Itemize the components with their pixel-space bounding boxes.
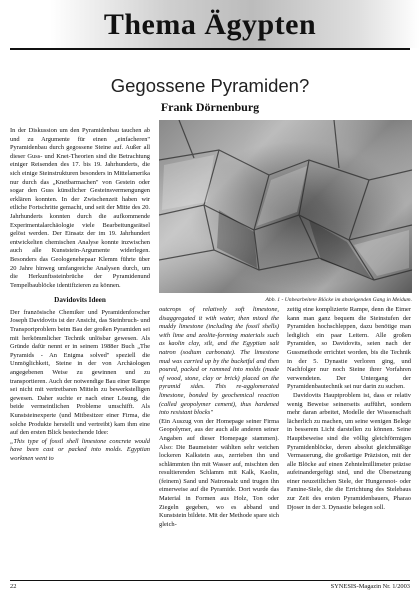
photo-caption: Abb. 1 - Unbearbeitete Blöcke im absteigenden Gang in Meidum. xyxy=(265,297,412,303)
paragraph: zeitig eine komplizierte Rampe, denn die Eimer kann man ganz bequem die Steinstufen der Pyramiden hochschleppen, dazu benötige man lediglich ein paar Leitern. Alle großen Pyramiden, so Davidovits, seien nach der Gussmethode errichtet worden, bis die Technik in der 5. Dynastie verloren ging, und Nachfolger nur noch Steine ihrer Vorfahren verwendeten. Der Untergang der Pyramidenbautechnik sei nur darin zu suchen. xyxy=(287,306,411,391)
magazine-issue: SYNESIS-Magazin Nr. 1/2003 xyxy=(330,583,410,590)
header-rule xyxy=(10,48,410,50)
article-title: Gegossene Pyramiden? xyxy=(110,75,310,96)
paragraph: In der Diskussion um den Pyramidenbau tauchen ab und zu Argumente für einen „einfacheren" Pyramidenbau durch gegossene Steine auf. Außer all dieser Guss- und Knet-Theorien sind die Betrachtung einiger Reisenden des 17. bis 19. Jahrhunderts, die sich einige Steinstrukturen besonders in Mittelamerika nur durch das „Knetbarmachen" von Gestein oder sogar den Guss künstlicher Gesteinsvermengungen erklären konnten. In der Zwischenzeit haben wir etliche Fortschritte gemacht, und seit der Mitte des 20. Jahrhunderts konnten durch die aufkommende Experimentalarchäologie viele Bearbeitungsrätsel gelöst werden. Der Einsatz der im 19. Jahrhundert entwickelten chemischen Analyse konnte inzwischen auch alle Kunststein-Argumente widerlegen. Besonders das Geologenehepaar Klemm führte über 20 Jahre hinweg umfangreiche Analysen durch, um die Herkunftssteinbrüche der Pyramidenund Tempelbaublöcke identifizieren zu können. xyxy=(10,127,150,289)
paragraph: Davidovits Hauptproblem ist, dass er relativ wenig Beweise seinerseits aufführt, sondern mehr daran arbeitet, Modelle der Wissenschaft lächerlich zu machen, um seine wenigen Belege in besserem Licht darstellen zu können. Seine Hauptbeweise sind die völlig gleichförmigen Pyramidenblöcke, deren absolut gleichmäßige Vermauerung, die großartige Präzision, mit der alle Blöcke auf einen Zehntelmillimeter präzise aufeinandergefügt sind, und die Übersetzung einer neuzeitlichen Stele, der Hungersnot- oder Famine-Stele, die die Errichtung des Stelebaus zur Zeit des ersten Pyramidenbauers, Pharao Djoser in der 3. Dynastie belegen soll. xyxy=(287,391,411,511)
paragraph: Der französische Chemiker und Pyramidenforscher Joseph Davidovits ist der Ansicht, das Steinbruch- und Transportproblem beim Bau der großen Pyramiden sei mit herkömmlicher Technik unlösbar gewesen. Als Gründe dafür nennt er in seinem 1988er Buch „The Pyramids - An Enigma solved" speziell die Unmöglichkeit, Steine in der von Archäologen angegebenen Weise zu gewinnen und zu transportieren. Auch der notwendige Bau einer Rampe sei nicht mit vertretbaren Mitteln zu bewerkstelligen gewesen. Daher suchte er nach einer Lösung, die beide vermeintlichen Probleme umschifft. Als Kunststeinexperte (und Mitbesitzer einer Firma, die solche Produkte herstellt und vertreibt) kam ihm eine auf den ersten Blick bestechende Idee: xyxy=(10,308,150,437)
footer-rule xyxy=(10,580,410,581)
article-author: Frank Dörnenburg xyxy=(160,100,260,114)
section-title: Thema Ägypten xyxy=(103,8,317,41)
photo-rock-texture xyxy=(159,120,412,293)
paragraph: (Ein Auszug von der Homepage seiner Firma Geopolymer, aus der auch alle anderen seiner Angaben auf dieser Homepage stammen). Also: Die Baumeister wählten sehr weichen lockeren Kalkstein aus, zerrieben ihn und schlämmten ihn mit Wasser auf, mischten den resultierenden Schlamm mit Kalk, Kaolin, (feinem) Sand und Natronsalz und trugen ihn eimerweise auf die Pyramide. Dort wurde das Material in Formen aus Holz, Ton oder Ziegeln gegeben, wo es abband und Kunststein bildete. Mit der Methode spare sich gleich- xyxy=(159,417,279,528)
page-number: 22 xyxy=(10,583,17,590)
text-column-3 xyxy=(287,306,411,576)
subheading: Davidovits Ideen xyxy=(54,296,106,305)
page-header xyxy=(0,0,420,48)
quote-paragraph: outcrops of relatively soft limestone, disaggregated it with water, then mixed the muddy limestone (including the fossil shells) with lime and zeolite-forming materials such as kaolin clay, silt, and the Egyptian salt natron (sodium carbonate). The limestone mud was carried up by the bucketful and then poured, packed or rammed into molds (made of wood, stone, clay or brick) placed on the pyramid sides. This re-agglomerated limestone, bonded by geochemical reaction (called geopolymer cement), thus hardened into resistant blocks" xyxy=(159,306,279,417)
article-photo xyxy=(159,120,412,293)
quote-paragraph: „This type of fossil shell limestone concrete would have been cast or packed into molds. Egyptian workmen went to xyxy=(10,437,150,462)
text-column-2 xyxy=(159,306,279,576)
text-column-1 xyxy=(10,127,150,575)
